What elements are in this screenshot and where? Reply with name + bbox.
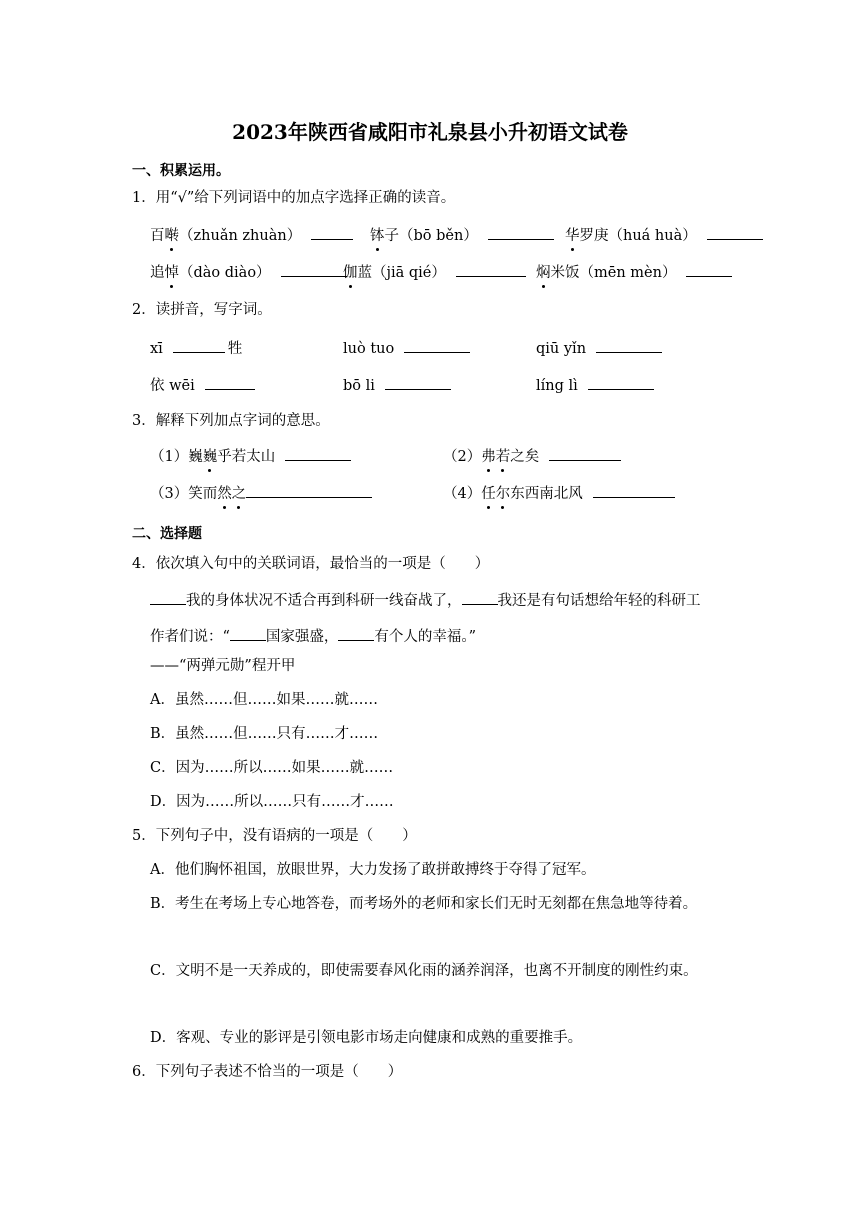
q4-passage-line-2: 作者们说：“ 国家强盛， 有个人的幸福。” [150, 626, 476, 647]
answer-blank [173, 338, 225, 353]
answer-blank [338, 626, 374, 641]
question-4-stem: 4．依次填入句中的关联词语，最恰当的一项是（ ） [132, 556, 490, 572]
answer-blank [281, 262, 347, 277]
answer-blank [311, 225, 353, 240]
answer-blank [593, 483, 675, 498]
q2-item-1: xī 牲 [150, 338, 242, 359]
q1-item-3: 华罗庚（huá huà） [565, 225, 766, 246]
q2-item-3: qiū yǐn [536, 338, 665, 359]
q4-passage-line-1: 我的身体状况不适合再到科研一线奋战了， 我还是有句话想给年轻的科研工 [150, 590, 701, 611]
answer-blank [462, 590, 498, 605]
q4-option-d[interactable]: D．因为……所以……只有……才…… [150, 794, 394, 810]
q4-option-c[interactable]: C．因为……所以……如果……就…… [150, 760, 394, 776]
section-heading-1: 一、积累运用。 [132, 163, 230, 179]
answer-blank [404, 338, 470, 353]
answer-blank [456, 262, 526, 277]
question-2-stem: 2．读拼音，写字词。 [132, 302, 272, 318]
page-title: 2023年陕西省咸阳市礼泉县小升初语文试卷 [232, 120, 628, 144]
q2-item-6: líng lì [536, 375, 657, 396]
q2-item-5: bō li [343, 375, 454, 396]
answer-blank [285, 446, 351, 461]
q3-item-1: （1）巍巍乎若太山 [150, 446, 354, 467]
answer-blank [205, 375, 255, 390]
question-5-stem: 5．下列句子中，没有语病的一项是（ ） [132, 828, 417, 844]
q1-item-6: 焖米饭（mēn mèn） [536, 262, 735, 283]
question-1-stem: 1．用“√”给下列词语中的加点字选择正确的读音。 [132, 190, 456, 206]
q3-item-3: （3）笑而然之 [150, 483, 375, 504]
q5-option-d[interactable]: D．客观、专业的影评是引领电影市场走向健康和成熟的重要推手。 [150, 1030, 583, 1046]
q1-item-1: 百啭（zhuǎn zhuàn） [150, 225, 356, 246]
answer-blank [246, 483, 372, 498]
answer-blank [707, 225, 763, 240]
answer-blank [686, 262, 732, 277]
section-heading-2: 二、选择题 [132, 526, 202, 542]
q5-option-c[interactable]: C．文明不是一天养成的，即使需要春风化雨的涵养润泽，也离不开制度的刚性约束。 [150, 963, 698, 979]
q4-option-a[interactable]: A．虽然……但……如果……就…… [150, 692, 378, 708]
answer-blank [150, 590, 186, 605]
q2-item-2: luò tuo [343, 338, 473, 359]
answer-blank [549, 446, 621, 461]
q1-item-4: 追悼（dào diào） [150, 262, 350, 283]
q1-item-2: 钵子（bō běn） [370, 225, 557, 246]
q5-option-b[interactable]: B．考生在考场上专心地答卷，而考场外的老师和家长们无时无刻都在焦急地等待着。 [150, 896, 698, 912]
q3-item-2: （2）弗若之矣 [443, 446, 624, 467]
answer-blank [488, 225, 554, 240]
q3-item-4: （4）任尔东西南北风 [443, 483, 678, 504]
question-3-stem: 3．解释下列加点字词的意思。 [132, 413, 330, 429]
q1-item-5: 伽蓝（jiā qié） [343, 262, 529, 283]
answer-blank [385, 375, 451, 390]
answer-blank [596, 338, 662, 353]
q4-source: ——“两弹元勋”程开甲 [150, 658, 296, 674]
answer-blank [230, 626, 266, 641]
q4-option-b[interactable]: B．虽然……但……只有……才…… [150, 726, 379, 742]
q5-option-a[interactable]: A．他们胸怀祖国，放眼世界，大力发扬了敢拼敢搏终于夺得了冠军。 [150, 862, 596, 878]
answer-blank [588, 375, 654, 390]
question-6-stem: 6．下列句子表述不恰当的一项是（ ） [132, 1064, 403, 1080]
q2-item-4: 依 wēi [150, 375, 258, 396]
